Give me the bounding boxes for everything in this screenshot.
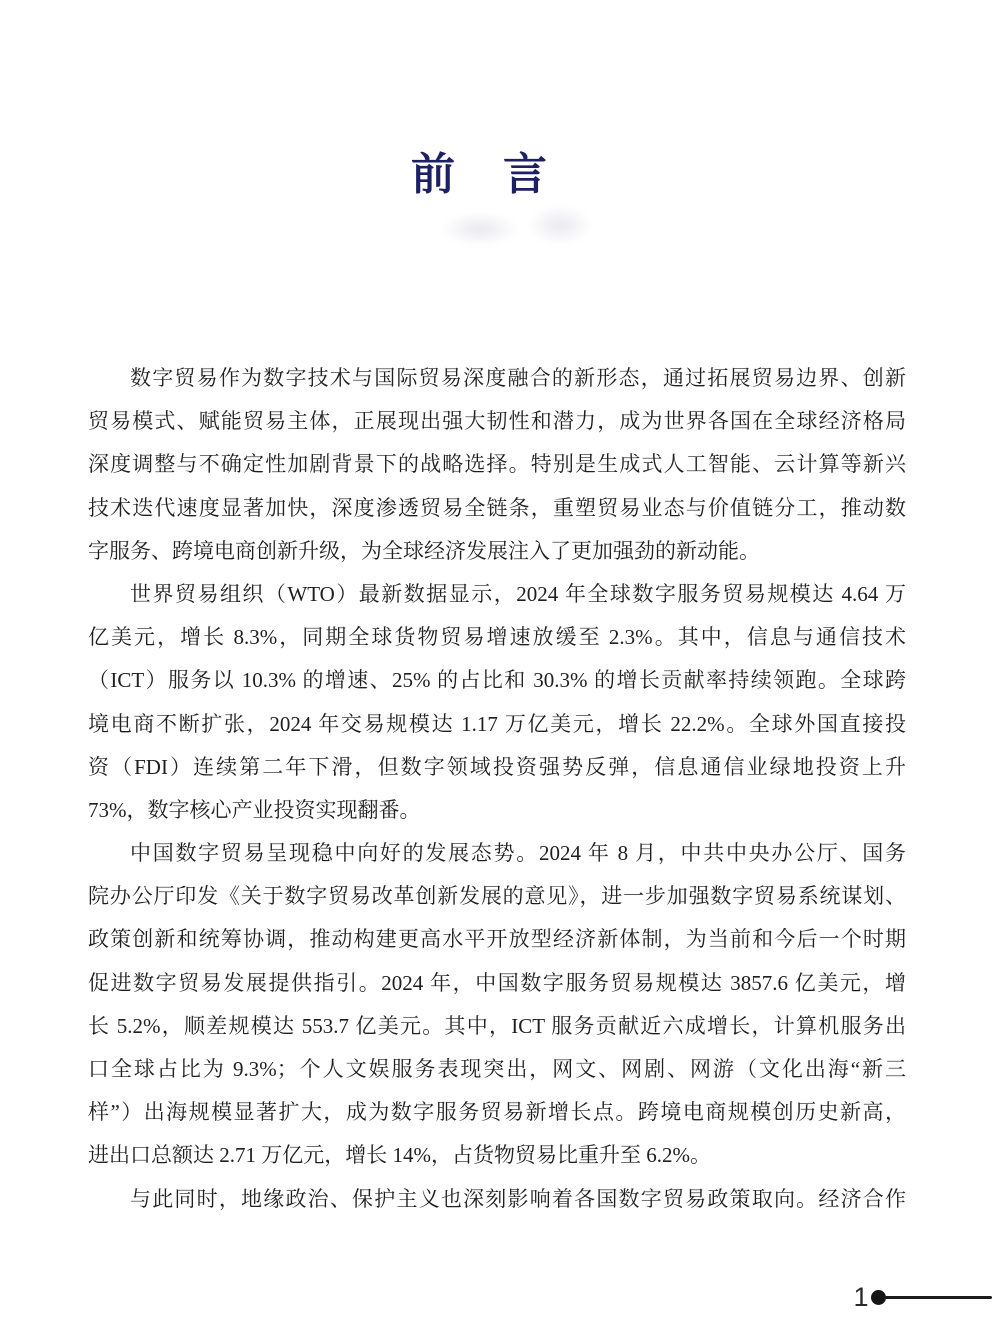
text-line: 贸易模式、赋能贸易主体，正展现出强大韧性和潜力，成为世界各国在全球经济格局 [88, 409, 906, 434]
text-line: 深度调整与不确定性加剧背景下的战略选择。特别是生成式人工智能、云计算等新兴 [88, 452, 906, 477]
text-line: 技术迭代速度显著加快，深度渗透贸易全链条，重塑贸易业态与价值链分工，推动数 [88, 495, 906, 520]
text-line: 资（FDI）连续第二年下滑，但数字领域投资强势反弹，信息通信业绿地投资上升 [88, 754, 906, 779]
text-line: 亿美元，增长 8.3%，同期全球货物贸易增速放缓至 2.3%。其中，信息与通信技术 [88, 625, 906, 650]
text-line: 字服务、跨境电商创新升级，为全球经济发展注入了更加强劲的新动能。 [88, 538, 760, 563]
page-footer [0, 1280, 992, 1320]
text-line: 中国数字贸易呈现稳中向好的发展态势。2024 年 8 月，中共中央办公厅、国务 [130, 841, 906, 866]
text-block [88, 357, 906, 1221]
scan-smudge [528, 205, 592, 245]
text-line: 进出口总额达 2.71 万亿元，增长 14%，占货物贸易比重升至 6.2%。 [88, 1143, 711, 1168]
paragraph [88, 357, 906, 573]
paragraph [88, 1178, 906, 1221]
page-number: 1 [853, 1282, 869, 1312]
text-line: 院办公厅印发《关于数字贸易改革创新发展的意见》，进一步加强数字贸易系统谋划、 [88, 884, 906, 909]
text-line: 境电商不断扩张，2024 年交易规模达 1.17 万亿美元，增长 22.2%。全球外国直接投 [88, 711, 906, 736]
text-line: 促进数字贸易发展提供指引。2024 年，中国数字服务贸易规模达 3857.6 亿美元，增 [88, 970, 906, 995]
text-line: 数字贸易作为数字技术与国际贸易深度融合的新形态，通过拓展贸易边界、创新 [130, 366, 906, 390]
paragraph [88, 832, 906, 1178]
page-title: 前 言 [411, 150, 549, 199]
text-line: （ICT）服务以 10.3% 的增速、25% 的占比和 30.3% 的增长贡献率持续领跑。全球跨 [88, 668, 906, 693]
text-line: 世界贸易组织（WTO）最新数据显示，2024 年全球数字服务贸易规模达 4.64 万 [130, 581, 906, 606]
text-line: 长 5.2%，顺差规模达 553.7 亿美元。其中，ICT 服务贡献近六成增长，计算机服务出 [88, 1013, 906, 1038]
text-line: 政策创新和统筹协调，推动构建更高水平开放型经济新体制，为当前和今后一个时期 [88, 927, 906, 952]
text-line: 样”）出海规模显著扩大，成为数字服务贸易新增长点。跨境电商规模创历史新高， [88, 1100, 906, 1125]
text-line: 口全球占比为 9.3%；个人文娱服务表现突出，网文、网剧、网游（文化出海“新三 [88, 1057, 906, 1081]
scan-smudge [440, 212, 520, 246]
text-line: 73%，数字核心产业投资实现翻番。 [88, 797, 421, 822]
text-line: 与此同时，地缘政治、保护主义也深刻影响着各国数字贸易政策取向。经济合作 [130, 1186, 906, 1211]
footer-rule [884, 1296, 992, 1299]
paragraph [88, 573, 906, 832]
